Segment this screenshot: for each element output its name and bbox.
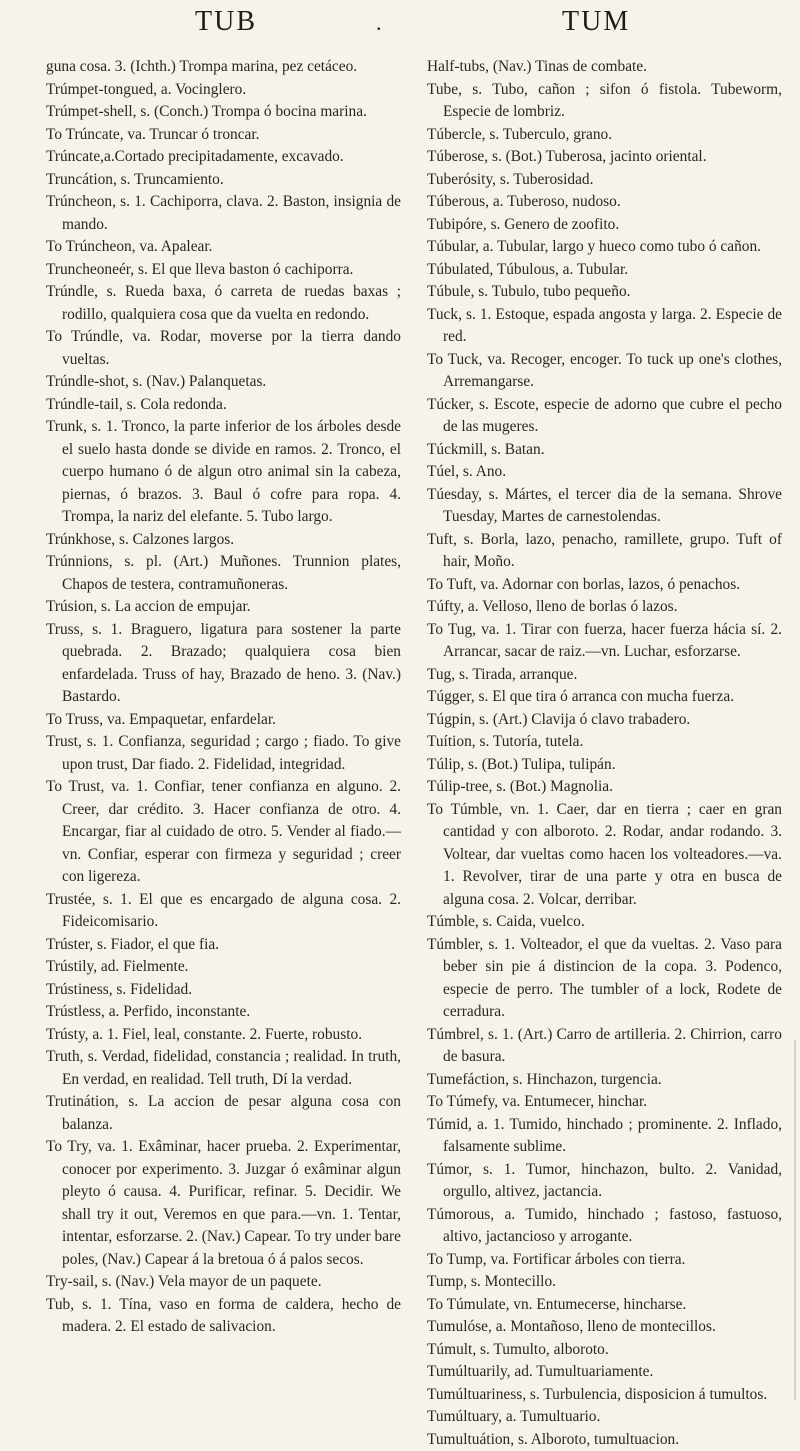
dictionary-entry: Túmble, s. Caida, vuelco.: [427, 911, 782, 934]
dictionary-entry: Tump, s. Montecillo.: [427, 1271, 782, 1294]
dictionary-entry: Trust, s. 1. Confianza, seguridad ; cargo ; fiado. To give upon trust, Dar fiado. 2. Fidelidad, integridad.: [46, 731, 401, 776]
dictionary-entry: To Tuck, va. Recoger, encoger. To tuck up one's clothes, Arremangarse.: [427, 349, 782, 394]
header-left-guide-word: TUB: [195, 6, 257, 38]
dictionary-entry: Túmorous, a. Tumido, hinchado ; fastoso, fastuoso, altivo, jactancioso y arrogante.: [427, 1204, 782, 1249]
dictionary-entry: Túberous, a. Tuberoso, nudoso.: [427, 191, 782, 214]
dictionary-entry: To Tug, va. 1. Tirar con fuerza, hacer fuerza hácia sí. 2. Arrancar, sacar de raiz.—vn. Luchar, esforzarse.: [427, 619, 782, 664]
dictionary-entry: Tumulóse, a. Montañoso, lleno de montecillos.: [427, 1316, 782, 1339]
dictionary-entry: To Tuft, va. Adornar con borlas, lazos, ó penachos.: [427, 574, 782, 597]
dictionary-entry: Tumúltuariness, s. Turbulencia, disposicion á tumultos.: [427, 1384, 782, 1407]
dictionary-entry: Túlip, s. (Bot.) Tulipa, tulipán.: [427, 754, 782, 777]
dictionary-entry: To Truss, va. Empaquetar, enfardelar.: [46, 709, 401, 732]
dictionary-entry: Tumúltuary, a. Tumultuario.: [427, 1406, 782, 1429]
dictionary-entry: Truth, s. Verdad, fidelidad, constancia ; realidad. In truth, En verdad, en realidad. Tell truth, Dí la verdad.: [46, 1046, 401, 1091]
dictionary-entry: Tug, s. Tirada, arranque.: [427, 664, 782, 687]
dictionary-entry: Tumefáction, s. Hinchazon, turgencia.: [427, 1069, 782, 1092]
dictionary-entry: To Túmulate, vn. Entumecerse, hincharse.: [427, 1294, 782, 1317]
dictionary-entry: Trúndle, s. Rueda baxa, ó carreta de ruedas baxas ; rodillo, qualquiera cosa que da vuelta en redondo.: [46, 281, 401, 326]
dictionary-entry: Tuck, s. 1. Estoque, espada angosta y larga. 2. Especie de red.: [427, 304, 782, 349]
dictionary-entry: Trúndle-shot, s. (Nav.) Palanquetas.: [46, 371, 401, 394]
dictionary-entry: Tuítion, s. Tutoría, tutela.: [427, 731, 782, 754]
dictionary-entry: Trúster, s. Fiador, el que fia.: [46, 934, 401, 957]
dictionary-entry: Tuberósity, s. Tuberosidad.: [427, 169, 782, 192]
dictionary-entry: Túbule, s. Tubulo, tubo pequeño.: [427, 281, 782, 304]
dictionary-entry: Túberose, s. (Bot.) Tuberosa, jacinto oriental.: [427, 146, 782, 169]
dictionary-entry: Túel, s. Ano.: [427, 461, 782, 484]
dictionary-entry: To Túmble, vn. 1. Caer, dar en tierra ; caer en gran cantidad y con alboroto. 2. Rodar, andar rodando. 3. Voltear, dar vueltas como hacen los volteadores.—va. 1. Revolver, tirar de una parte y otra en busca de alguna cosa. 2. Volcar, derribar.: [427, 799, 782, 912]
dictionary-entry: Trustée, s. 1. El que es encargado de alguna cosa. 2. Fideicomisario.: [46, 889, 401, 934]
dictionary-entry: Túckmill, s. Batan.: [427, 439, 782, 462]
header-separator: .: [376, 10, 384, 36]
dictionary-entry: To Tump, va. Fortificar árboles con tierra.: [427, 1249, 782, 1272]
dictionary-entry: Trúmpet-tongued, a. Vocinglero.: [46, 79, 401, 102]
dictionary-entry: To Trúncate, va. Truncar ó troncar.: [46, 124, 401, 147]
left-column: [46, 56, 401, 1339]
dictionary-entry: Truncátion, s. Truncamiento.: [46, 169, 401, 192]
dictionary-entry: Try-sail, s. (Nav.) Vela mayor de un paquete.: [46, 1271, 401, 1294]
dictionary-entry: Túbulated, Túbulous, a. Tubular.: [427, 259, 782, 282]
dictionary-entry: Túmbrel, s. 1. (Art.) Carro de artilleria. 2. Chirrion, carro de basura.: [427, 1024, 782, 1069]
dictionary-entry: Túfty, a. Velloso, lleno de borlas ó lazos.: [427, 596, 782, 619]
dictionary-entry: Trúmpet-shell, s. (Conch.) Trompa ó bocina marina.: [46, 101, 401, 124]
dictionary-entry: guna cosa. 3. (Ichth.) Trompa marina, pez cetáceo.: [46, 56, 401, 79]
dictionary-entry: Trutinátion, s. La accion de pesar alguna cosa con balanza.: [46, 1091, 401, 1136]
dictionary-entry: Túmor, s. 1. Tumor, hinchazon, bulto. 2. Vanidad, orgullo, altivez, jactancia.: [427, 1159, 782, 1204]
dictionary-entry: Trúnnions, s. pl. (Art.) Muñones. Trunnion plates, Chapos de testera, contramuñoneras.: [46, 551, 401, 596]
dictionary-entry: Tumúltuarily, ad. Tumultuariamente.: [427, 1361, 782, 1384]
dictionary-entry: Túgger, s. El que tira ó arranca con mucha fuerza.: [427, 686, 782, 709]
dictionary-entry: Half-tubs, (Nav.) Tinas de combate.: [427, 56, 782, 79]
dictionary-entry: Túgpin, s. (Art.) Clavija ó clavo trabadero.: [427, 709, 782, 732]
dictionary-entry: Trúndle-tail, s. Cola redonda.: [46, 394, 401, 417]
dictionary-entry: Truncheoneér, s. El que lleva baston ó cachiporra.: [46, 259, 401, 282]
dictionary-entry: Túmult, s. Tumulto, alboroto.: [427, 1339, 782, 1362]
dictionary-entry: To Túmefy, va. Entumecer, hinchar.: [427, 1091, 782, 1114]
dictionary-entry: Trúncate,a.Cortado precipitadamente, excavado.: [46, 146, 401, 169]
dictionary-entry: Tubipóre, s. Genero de zoofito.: [427, 214, 782, 237]
dictionary-entry: Túesday, s. Mártes, el tercer dia de la semana. Shrove Tuesday, Martes de carnestolendas.: [427, 484, 782, 529]
dictionary-entry: Túlip-tree, s. (Bot.) Magnolia.: [427, 776, 782, 799]
dictionary-entry: To Trúncheon, va. Apalear.: [46, 236, 401, 259]
dictionary-entry: Trústily, ad. Fielmente.: [46, 956, 401, 979]
dictionary-entry: To Trúndle, va. Rodar, moverse por la tierra dando vueltas.: [46, 326, 401, 371]
dictionary-entry: To Try, va. 1. Exâminar, hacer prueba. 2. Experimentar, conocer por experimento. 3. Juzgar ó exâminar algun pleyto ó causa. 4. Purificar, refinar. 5. Decidir. We shall try it out, Veremos en que para.—vn. 1. Tentar, intentar, esforzarse. 2. (Nav.) Capear. To try under bare poles, (Nav.) Capear á la bretoua ó á palos secos.: [46, 1136, 401, 1271]
dictionary-entry: Túcker, s. Escote, especie de adorno que cubre el pecho de las mugeres.: [427, 394, 782, 439]
page-edge-rule: [794, 1040, 796, 1400]
dictionary-entry: Trústless, a. Perfido, inconstante.: [46, 1001, 401, 1024]
dictionary-entry: Trúncheon, s. 1. Cachiporra, clava. 2. Baston, insignia de mando.: [46, 191, 401, 236]
dictionary-entry: Trúnkhose, s. Calzones largos.: [46, 529, 401, 552]
header-right-guide-word: TUM: [562, 6, 630, 38]
page-header: [0, 6, 800, 46]
dictionary-entry: Trúsion, s. La accion de empujar.: [46, 596, 401, 619]
dictionary-entry: Tuft, s. Borla, lazo, penacho, ramillete, grupo. Tuft of hair, Moño.: [427, 529, 782, 574]
dictionary-entry: Túbular, a. Tubular, largo y hueco como tubo ó cañon.: [427, 236, 782, 259]
right-column: [427, 56, 782, 1451]
dictionary-entry: To Trust, va. 1. Confiar, tener confianza en alguno. 2. Creer, dar crédito. 3. Hacer confianza de otro. 4. Encargar, fiar al cuidado de otro. 5. Vender al fiado.—vn. Confiar, esperar con firmeza y seguridad ; creer con ligereza.: [46, 776, 401, 889]
dictionary-entry: Tube, s. Tubo, cañon ; sifon ó fistola. Tubeworm, Especie de lombriz.: [427, 79, 782, 124]
dictionary-entry: Túmid, a. 1. Tumido, hinchado ; prominente. 2. Inflado, falsamente sublime.: [427, 1114, 782, 1159]
dictionary-entry: Tumultuátion, s. Alboroto, tumultuacion.: [427, 1429, 782, 1451]
dictionary-entry: Trunk, s. 1. Tronco, la parte inferior de los árboles desde el suelo hasta donde se divide en ramos. 2. Tronco, el cuerpo humano ó de algun otro animal sin la cabeza, piernas, ó brazos. 3. Baul ó cofre para ropa. 4. Trompa, la nariz del elefante. 5. Tubo largo.: [46, 416, 401, 529]
dictionary-entry: Trústy, a. 1. Fiel, leal, constante. 2. Fuerte, robusto.: [46, 1024, 401, 1047]
dictionary-entry: Tub, s. 1. Tína, vaso en forma de caldera, hecho de madera. 2. El estado de salivacion.: [46, 1294, 401, 1339]
dictionary-entry: Túmbler, s. 1. Volteador, el que da vueltas. 2. Vaso para beber sin pie á distincion de la copa. 3. Podenco, especie de perro. The tumbler of a lock, Rodete de cerradura.: [427, 934, 782, 1024]
dictionary-entry: Trústiness, s. Fidelidad.: [46, 979, 401, 1002]
dictionary-entry: Truss, s. 1. Braguero, ligatura para sostener la parte quebrada. 2. Brazado; qualquiera cosa bien enfardelada. Truss of hay, Brazado de heno. 3. (Nav.) Bastardo.: [46, 619, 401, 709]
dictionary-entry: Túbercle, s. Tuberculo, grano.: [427, 124, 782, 147]
